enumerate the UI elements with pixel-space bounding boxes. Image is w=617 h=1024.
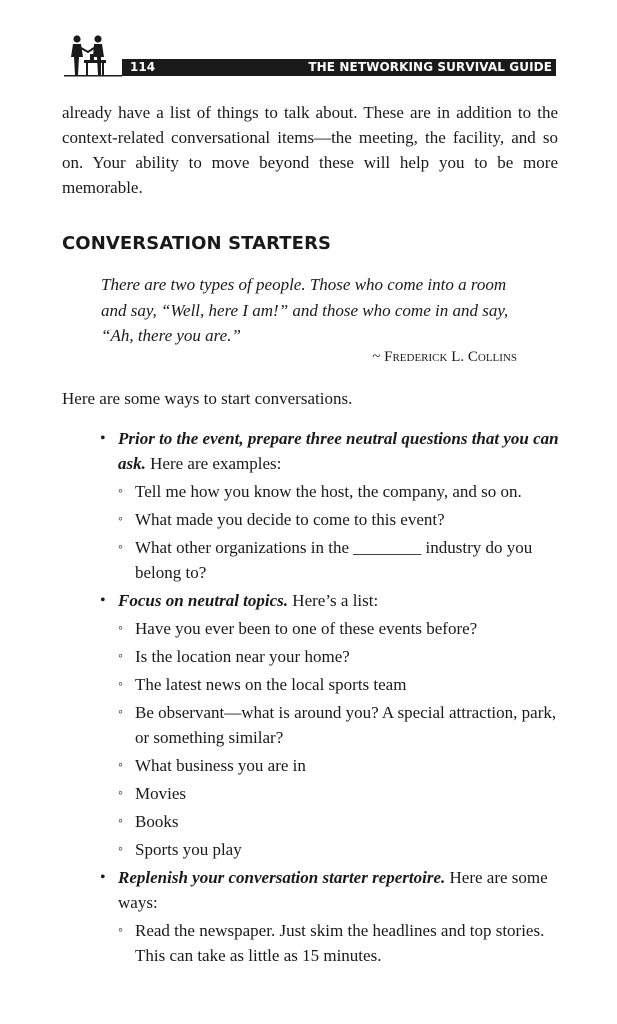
list-item: ◦ Is the location near your home? [118, 644, 560, 669]
sub-list [118, 616, 560, 862]
list-item [100, 865, 560, 968]
list-item [100, 426, 560, 585]
list-item: ◦ What made you decide to come to this event? [118, 507, 560, 532]
bullet-heading: Replenish your conversation starter repertoire. [118, 868, 446, 887]
list-item: ◦ Books [118, 809, 560, 834]
list-item: ◦ Read the newspaper. Just skim the headlines and top stories. This can take as little as 15 minutes. [118, 918, 560, 968]
running-header [62, 30, 556, 78]
book-title: THE NETWORKING SURVIVAL GUIDE [308, 60, 552, 74]
bullet-text: Here are some ways: [118, 868, 548, 912]
list-item: ◦ What business you are in [118, 753, 560, 778]
intro-paragraph: already have a list of things to talk about. These are in addition to the context-related conversational items—the meeting, the facility, and so on. Your ability to move beyond these will help you to be more memorable. [62, 103, 558, 197]
page-number: 114 [130, 60, 156, 74]
list-item: ◦ Have you ever been to one of these events before? [118, 616, 560, 641]
section-heading: CONVERSATION STARTERS [62, 233, 332, 254]
list-item: ◦ Movies [118, 781, 560, 806]
sub-list [118, 918, 560, 968]
bullet-heading: Focus on neutral topics. [118, 591, 289, 610]
attribution-name: Frederick L. Collins [384, 349, 517, 365]
bullet-text: Here are examples: [145, 454, 282, 473]
list-item [100, 588, 560, 862]
list-item: ◦ Sports you play [118, 837, 560, 862]
bullet-text: Here’s a list: [288, 591, 379, 610]
header-bar [122, 59, 556, 76]
lead-sentence: Here are some ways to start conversations. [62, 389, 353, 408]
list-item: ◦ The latest news on the local sports team [118, 672, 560, 697]
handshake-icon [62, 30, 124, 78]
bullet-heading: Prior to the event, prepare three neutral questions that you can ask. [118, 429, 559, 473]
attribution-tilde: ~ [372, 349, 381, 365]
sub-list [118, 479, 560, 585]
conversation-tips-list [100, 426, 560, 971]
list-item: ◦ What other organizations in the ________ industry do you belong to? [118, 535, 560, 585]
list-item: ◦ Tell me how you know the host, the company, and so on. [118, 479, 560, 504]
list-item: ◦ Be observant—what is around you? A special attraction, park, or something similar? [118, 700, 560, 750]
quote-attribution [372, 349, 517, 366]
epigraph-quote: There are two types of people. Those who come into a room and say, “Well, here I am!” and those who come in and say, “Ah, there you are.” [101, 275, 509, 345]
